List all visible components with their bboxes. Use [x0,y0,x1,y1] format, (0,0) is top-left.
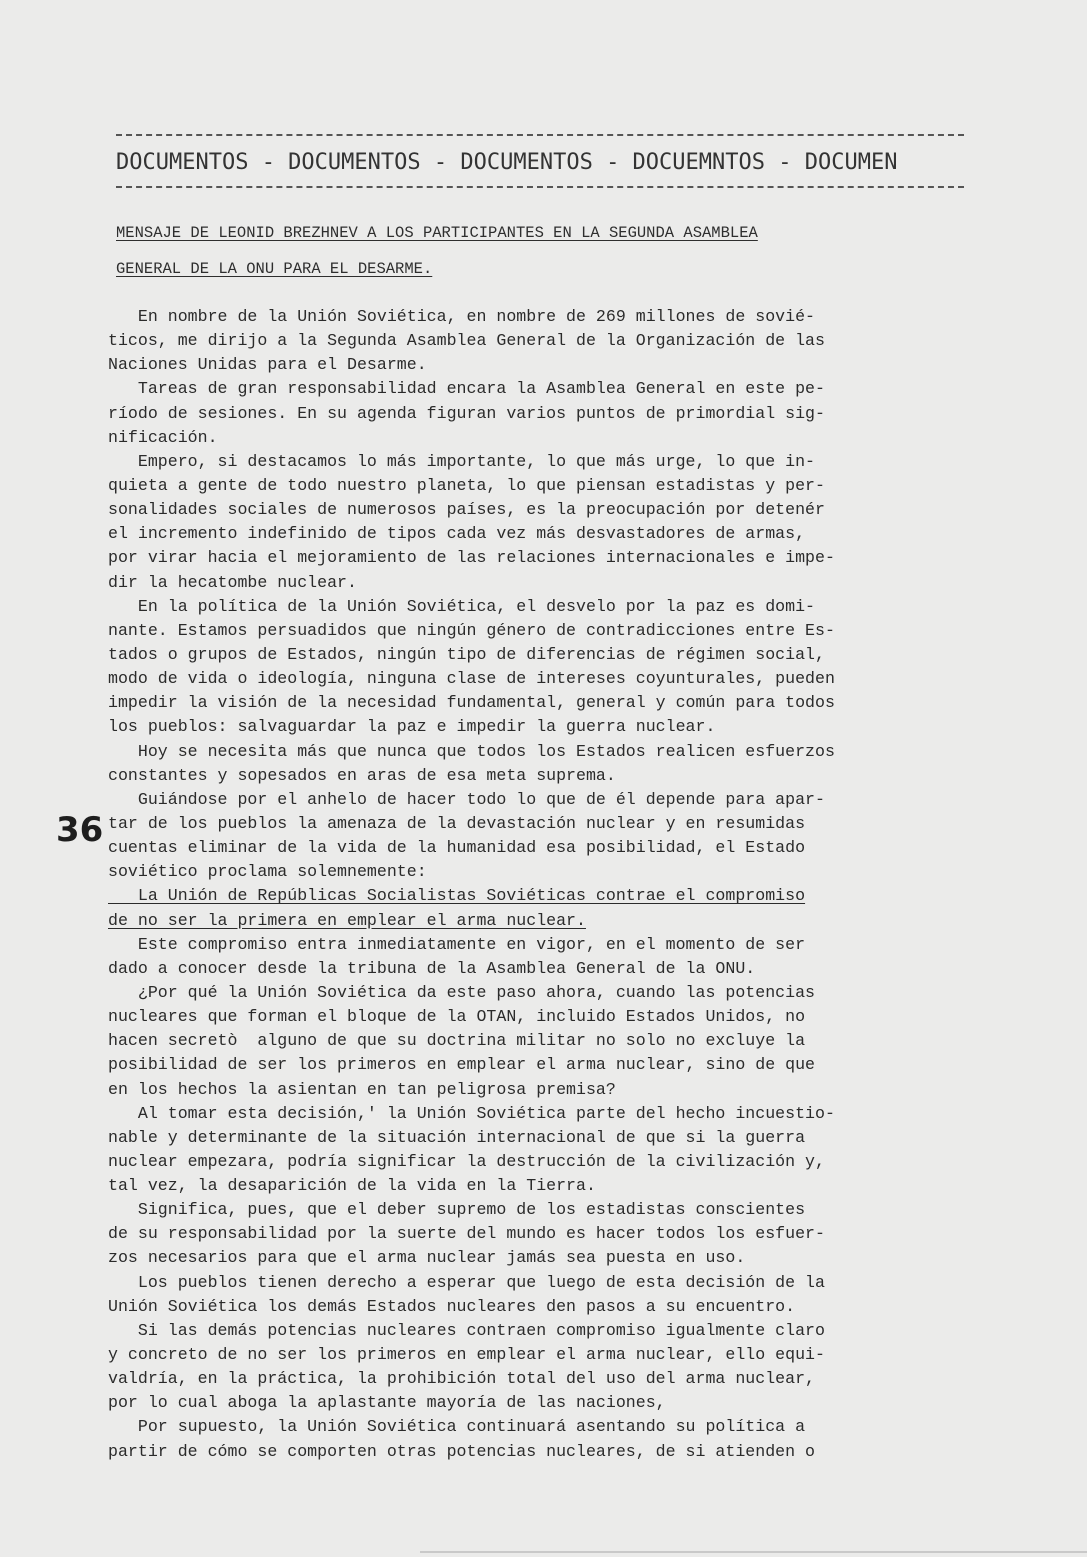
body-line: nable y determinante de la situación internacional de que si la guerra [108,1127,806,1147]
body-line: ¿Por qué la Unión Soviética da este paso ahora, cuando las potencias [108,982,816,1002]
body-line: los pueblos: salvaguardar la paz e impedir la guerra nuclear. [108,717,716,737]
body-line: nante. Estamos persuadidos que ningún género de contradicciones entre Es- [108,620,835,640]
body-line: Empero, si destacamos lo más importante, lo que más urge, lo que in- [108,451,816,471]
body-line: Los pueblos tienen derecho a esperar que luego de esta decisión de la [108,1272,825,1292]
body-line: el incremento indefinido de tipos cada vez más desvastadores de armas, [108,524,806,544]
body-line: Al tomar esta decisión,' la Unión Soviética parte del hecho incuestio- [108,1103,835,1123]
body-line: por lo cual aboga la aplastante mayoría de las naciones, [108,1393,666,1413]
body-line: nificación. [108,427,218,447]
body-line: tados o grupos de Estados, ningún tipo de diferencias de régimen social, [108,644,825,664]
body-line: Significa, pues, que el deber supremo de los estadistas conscientes [108,1200,806,1220]
underlined-text: de no ser la primera en emplear el arma nuclear. [108,910,586,930]
body-line: nuclear empezara, podría significar la destrucción de la civilización y, [108,1151,825,1171]
body-line: soviético proclama solemnemente: [108,862,427,882]
body-line: Naciones Unidas para el Desarme. [108,355,427,375]
body-line: dado a conocer desde la tribuna de la Asamblea General de la ONU. [108,958,756,978]
body-line: zos necesarios para que el arma nuclear jamás sea puesta en uso. [108,1248,746,1268]
body-line: Este compromiso entra inmediatamente en vigor, en el momento de ser [108,934,806,954]
body-line: en los hechos la asientan en tan peligrosa premisa? [108,1079,616,1099]
body-line: tar de los pueblos la amenaza de la devastación nuclear y en resumidas [108,813,806,833]
bottom-dashed-rule [116,186,964,188]
page-bottom-edge [420,1551,1087,1553]
body-line: Guiándose por el anhelo de hacer todo lo que de él depende para apar- [108,789,825,809]
body-line: sonalidades sociales de numerosos países, es la preocupación por detenér [108,500,825,520]
top-dashed-rule [116,134,964,136]
body-line [108,909,988,933]
document-title-line-1: MENSAJE DE LEONID BREZHNEV A LOS PARTICIPANTES EN LA SEGUNDA ASAMBLEA [116,224,758,242]
body-line: quieta a gente de todo nuestro planeta, lo que piensan estadistas y per- [108,475,825,495]
section-banner: DOCUMENTOS - DOCUMENTOS - DOCUMENTOS - DOCUEMNTOS - DOCUMEN [116,150,898,175]
body-line: valdría, en la práctica, la prohibición total del uso del arma nuclear, [108,1369,816,1389]
body-line: y concreto de no ser los primeros en emplear el arma nuclear, ello equi- [108,1345,825,1365]
body-line: ríodo de sesiones. En su agenda figuran varios puntos de primordial sig- [108,403,825,423]
body-line: Si las demás potencias nucleares contraen compromiso igualmente claro [108,1320,825,1340]
body-text [108,305,988,1464]
body-line: constantes y sopesados en aras de esa meta suprema. [108,765,616,785]
body-line: cuentas eliminar de la vida de la humanidad esa posibilidad, el Estado [108,838,806,858]
body-line: ticos, me dirijo a la Segunda Asamblea General de la Organización de las [108,331,825,351]
body-line: Unión Soviética los demás Estados nucleares den pasos a su encuentro. [108,1296,796,1316]
body-line: Por supuesto, la Unión Soviética continuará asentando su política a [108,1417,806,1437]
body-line: nucleares que forman el bloque de la OTAN, incluido Estados Unidos, no [108,1007,806,1027]
body-line: posibilidad de ser los primeros en emplear el arma nuclear, sino de que [108,1055,816,1075]
body-line: Tareas de gran responsabilidad encara la Asamblea General en este pe- [108,379,825,399]
body-line: por virar hacia el mejoramiento de las relaciones internacionales e impe- [108,548,835,568]
body-line: impedir la visión de la necesidad fundamental, general y común para todos [108,693,835,713]
body-line: En la política de la Unión Soviética, el desvelo por la paz es domi- [108,596,816,616]
body-line: Hoy se necesita más que nunca que todos los Estados realicen esfuerzos [108,741,835,761]
body-line: dir la hecatombe nuclear. [108,572,357,592]
body-line: En nombre de la Unión Soviética, en nombre de 269 millones de sovié- [108,307,816,326]
body-line: de su responsabilidad por la suerte del mundo es hacer todos los esfuer- [108,1224,825,1244]
underlined-text: La Unión de Repúblicas Socialistas Soviéticas contrae el compromiso [108,886,806,906]
body-line: modo de vida o ideología, ninguna clase de intereses coyunturales, pueden [108,669,835,689]
body-line: tal vez, la desaparición de la vida en la Tierra. [108,1176,596,1196]
document-title-line-2: GENERAL DE LA ONU PARA EL DESARME. [116,260,433,278]
page-number: 36 [56,810,104,850]
body-line: partir de cómo se comporten otras potencias nucleares, de si atienden o [108,1441,816,1461]
body-line [108,884,988,908]
body-line: hacen secretò alguno de que su doctrina militar no solo no excluye la [108,1031,806,1051]
